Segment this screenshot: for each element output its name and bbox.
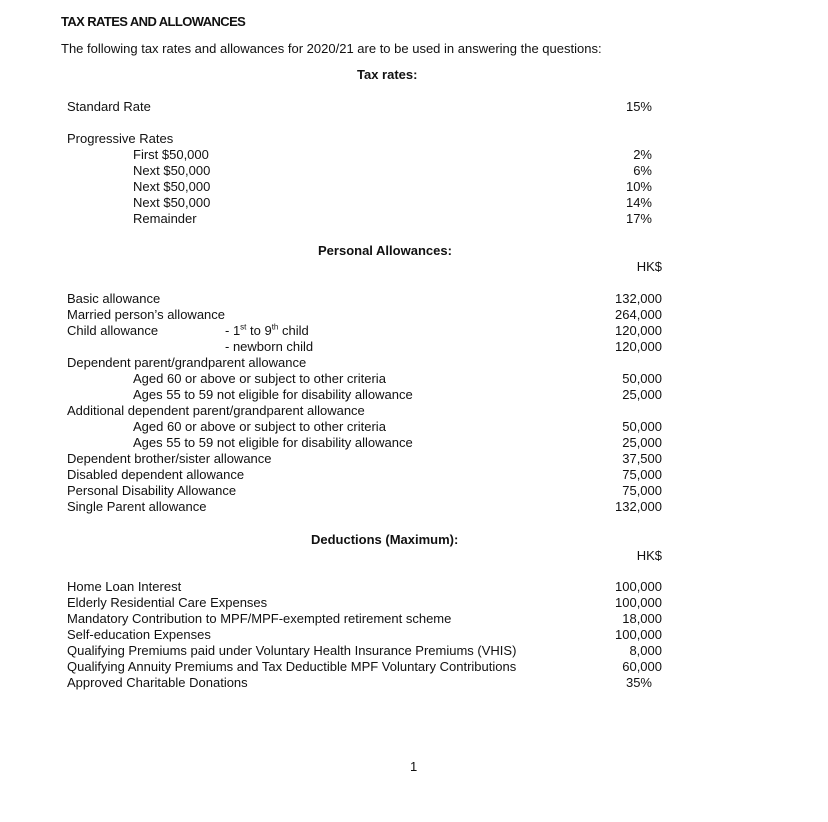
progressive-band-label: Next $50,000 [133, 163, 211, 178]
deduction-label: Mandatory Contribution to MPF/MPF-exempted retirement scheme [67, 611, 452, 626]
child-allowance-label: Child allowance [67, 323, 159, 338]
allowance-value: 75,000 [622, 467, 662, 482]
deduction-value: 100,000 [615, 627, 662, 642]
progressive-band-label: Remainder [133, 211, 197, 226]
allowance-sub-label: Ages 55 to 59 not eligible for disability allowance [133, 435, 413, 450]
progressive-band-label: Next $50,000 [133, 195, 211, 210]
progressive-rates-label: Progressive Rates [67, 131, 174, 146]
currency-label: HK$ [636, 259, 662, 274]
allowance-value: 25,000 [622, 387, 662, 402]
deductions-heading: Deductions (Maximum): [311, 532, 459, 547]
tax-rates-heading: Tax rates: [357, 67, 418, 82]
additional-dependent-parent-label: Additional dependent parent/grandparent allowance [67, 403, 365, 418]
superscript: st [240, 322, 247, 332]
progressive-band-rate: 2% [633, 147, 652, 162]
allowance-value: 25,000 [622, 435, 662, 450]
deduction-value: 18,000 [622, 611, 662, 626]
allowance-label: Married person’s allowance [67, 307, 226, 322]
currency-label: HK$ [636, 548, 662, 563]
progressive-band-rate: 17% [625, 211, 652, 226]
superscript: th [271, 322, 279, 332]
document-title: TAX RATES AND ALLOWANCES [61, 14, 246, 29]
standard-rate-value: 15% [625, 99, 652, 114]
allowance-value: 132,000 [615, 499, 662, 514]
progressive-band-label: First $50,000 [133, 147, 209, 162]
child-allowance-newborn: - newborn child [225, 339, 314, 354]
child-allowance-first-to-ninth [225, 323, 309, 339]
allowance-label: Basic allowance [67, 291, 161, 306]
deduction-value: 100,000 [615, 595, 662, 610]
text: to 9 [246, 323, 272, 338]
progressive-band-label: Next $50,000 [133, 179, 211, 194]
deduction-label: Self-education Expenses [67, 627, 211, 642]
allowance-value: 264,000 [615, 307, 662, 322]
deduction-label: Home Loan Interest [67, 579, 182, 594]
text: - 1 [225, 323, 241, 338]
personal-allowances-heading: Personal Allowances: [318, 243, 452, 258]
page-number: 1 [410, 759, 418, 774]
progressive-band-rate: 10% [625, 179, 652, 194]
deduction-label: Approved Charitable Donations [67, 675, 248, 690]
deduction-label: Qualifying Annuity Premiums and Tax Deductible MPF Voluntary Contributions [67, 659, 517, 674]
deduction-value: 35% [625, 675, 652, 690]
deduction-value: 8,000 [629, 643, 662, 658]
allowance-value: 120,000 [615, 339, 662, 354]
progressive-band-rate: 6% [633, 163, 652, 178]
allowance-value: 75,000 [622, 483, 662, 498]
intro-text: The following tax rates and allowances for 2020/21 are to be used in answering the questions: [61, 41, 602, 56]
allowance-value: 37,500 [622, 451, 662, 466]
progressive-band-rate: 14% [625, 195, 652, 210]
allowance-label: Single Parent allowance [67, 499, 207, 514]
deduction-value: 100,000 [615, 579, 662, 594]
allowance-value: 132,000 [615, 291, 662, 306]
deduction-label: Elderly Residential Care Expenses [67, 595, 268, 610]
allowance-label: Dependent brother/sister allowance [67, 451, 272, 466]
allowance-value: 120,000 [615, 323, 662, 338]
allowance-value: 50,000 [622, 371, 662, 386]
deduction-value: 60,000 [622, 659, 662, 674]
allowance-sub-label: Aged 60 or above or subject to other criteria [133, 419, 386, 434]
allowance-sub-label: Aged 60 or above or subject to other criteria [133, 371, 386, 386]
allowance-value: 50,000 [622, 419, 662, 434]
text: child [278, 323, 309, 338]
dependent-parent-label: Dependent parent/grandparent allowance [67, 355, 307, 370]
deduction-label: Qualifying Premiums paid under Voluntary Health Insurance Premiums (VHIS) [67, 643, 517, 658]
allowance-label: Personal Disability Allowance [67, 483, 237, 498]
allowance-sub-label: Ages 55 to 59 not eligible for disability allowance [133, 387, 413, 402]
standard-rate-label: Standard Rate [67, 99, 151, 114]
allowance-label: Disabled dependent allowance [67, 467, 245, 482]
